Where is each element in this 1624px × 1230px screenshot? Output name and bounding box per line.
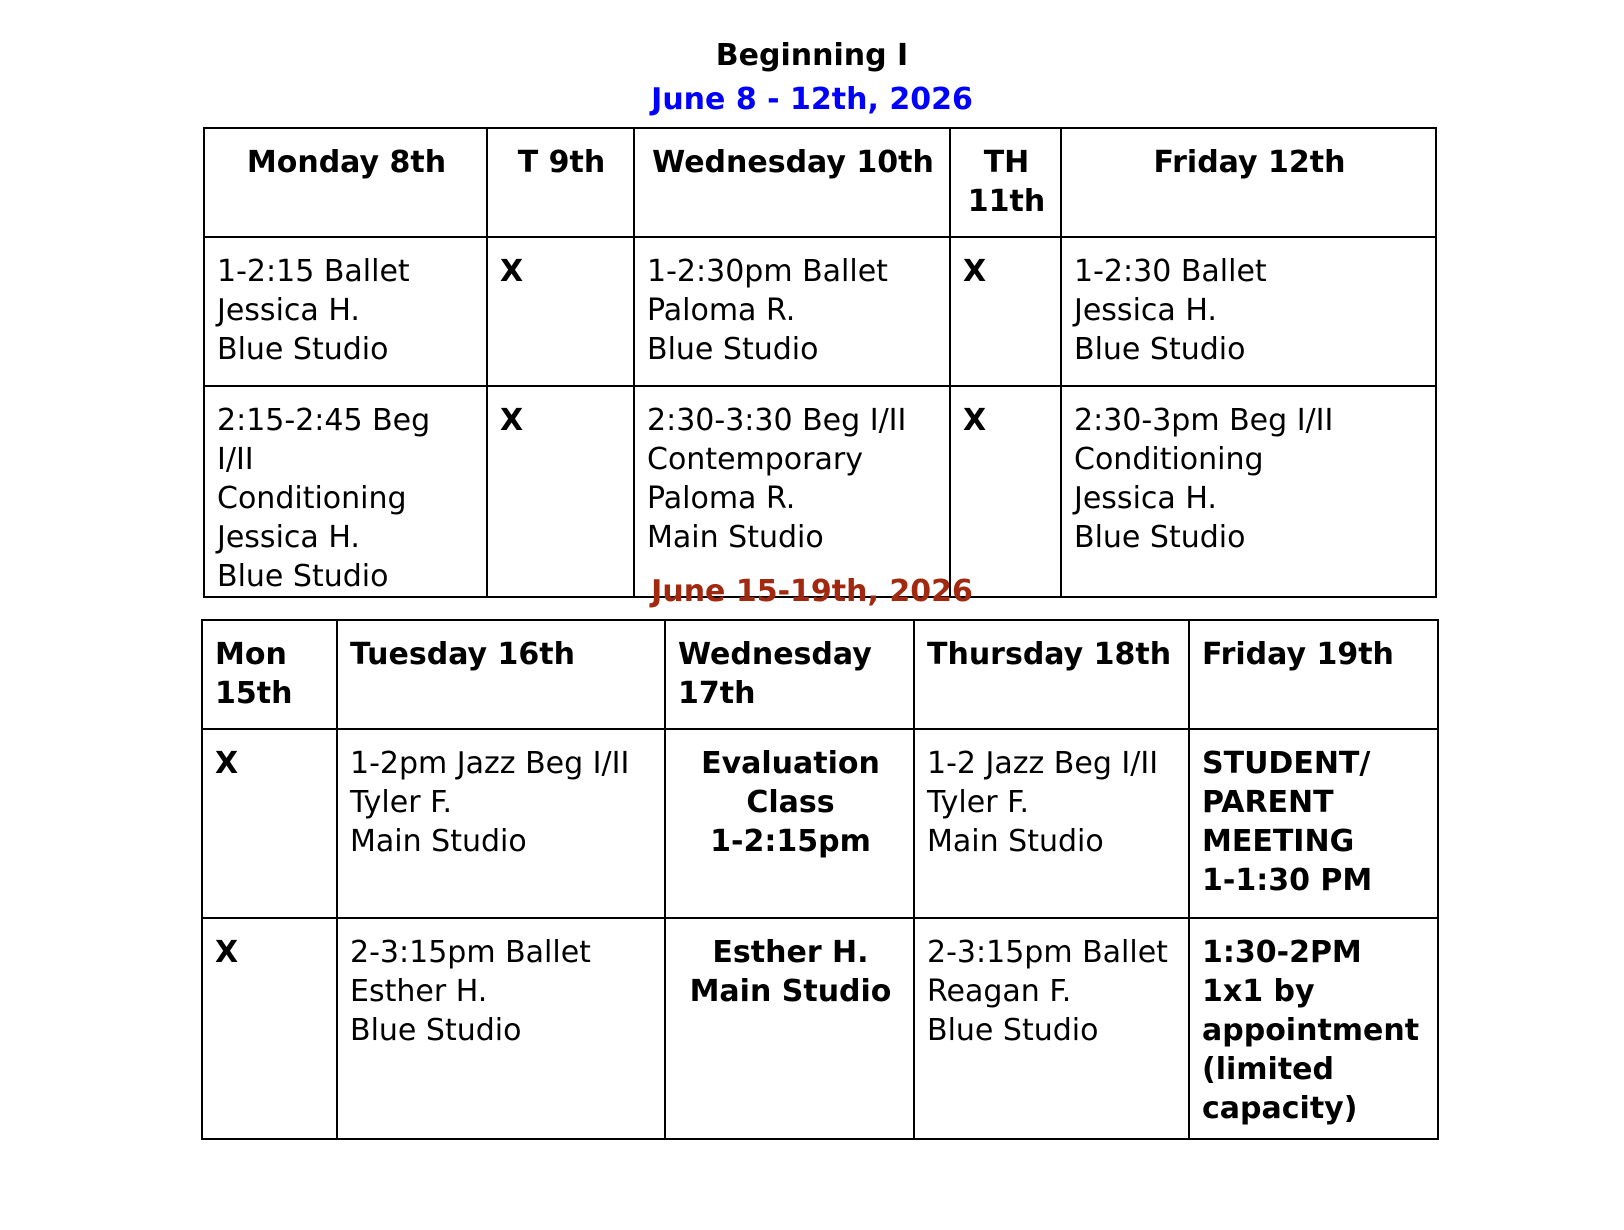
cell-line: 1-2:15 Ballet bbox=[217, 254, 410, 289]
schedule-cell bbox=[1061, 386, 1436, 597]
no-class-cell bbox=[950, 386, 1061, 597]
cell-line: Blue Studio bbox=[927, 1013, 1099, 1048]
appointment-cell bbox=[1189, 918, 1438, 1139]
column-header: Monday 8th bbox=[204, 128, 487, 237]
column-header: T 9th bbox=[487, 128, 634, 237]
schedule-title: Beginning I bbox=[715, 38, 909, 73]
cell-line: Blue Studio bbox=[217, 332, 389, 367]
cell-line: Blue Studio bbox=[647, 332, 819, 367]
cell-line: Main Studio bbox=[350, 824, 527, 859]
cell-line: Main Studio bbox=[927, 824, 1104, 859]
cell-line: Blue Studio bbox=[350, 1013, 522, 1048]
cell-line: Jessica H. bbox=[217, 293, 360, 328]
table-header-row bbox=[202, 620, 1438, 729]
no-class-cell bbox=[202, 918, 337, 1139]
cell-line: 1-2:30pm Ballet bbox=[647, 254, 888, 289]
column-header: Tuesday 16th bbox=[337, 620, 665, 729]
column-header: Friday 12th bbox=[1061, 128, 1436, 237]
no-class-cell bbox=[950, 237, 1061, 386]
cell-line: 2-3:15pm Ballet bbox=[350, 935, 591, 970]
column-header: Friday 19th bbox=[1189, 620, 1438, 729]
no-class-mark: X bbox=[500, 254, 524, 289]
schedule-cell bbox=[914, 729, 1189, 918]
cell-line: Blue Studio bbox=[217, 559, 389, 594]
cell-line: 1-2:30 Ballet bbox=[1074, 254, 1267, 289]
cell-line: Esther H. bbox=[350, 974, 488, 1009]
schedule-cell bbox=[634, 386, 950, 597]
no-class-cell bbox=[487, 386, 634, 597]
no-class-cell bbox=[487, 237, 634, 386]
no-class-mark: X bbox=[963, 254, 987, 289]
table-row bbox=[204, 386, 1436, 597]
week2-date-heading: June 15-19th, 2026 bbox=[651, 574, 973, 609]
week1-date-heading: June 8 - 12th, 2026 bbox=[651, 82, 973, 117]
meeting-cell bbox=[1189, 729, 1438, 918]
cell-line: 2-3:15pm Ballet bbox=[927, 935, 1168, 970]
cell-line: Esther H. bbox=[712, 935, 869, 970]
cell-line: Blue Studio bbox=[1074, 332, 1246, 367]
cell-line: Blue Studio bbox=[1074, 520, 1246, 555]
table-row bbox=[202, 729, 1438, 918]
table-header-row bbox=[204, 128, 1436, 237]
cell-line: 1-2pm Jazz Beg I/II bbox=[350, 746, 630, 781]
no-class-cell bbox=[202, 729, 337, 918]
no-class-mark: X bbox=[215, 935, 239, 970]
cell-line: 1-2 Jazz Beg I/II bbox=[927, 746, 1159, 781]
cell-line: Jessica H. bbox=[217, 520, 360, 555]
cell-line: 2:30-3pm Beg I/II bbox=[1074, 403, 1334, 438]
cell-line: Reagan F. bbox=[927, 974, 1072, 1009]
schedule-cell bbox=[634, 237, 950, 386]
column-header: TH 11th bbox=[950, 128, 1061, 237]
cell-line: 1:30-2PM 1x1 by appointment (limited capacity) bbox=[1202, 935, 1420, 1126]
no-class-mark: X bbox=[215, 746, 239, 781]
schedule-cell bbox=[1061, 237, 1436, 386]
no-class-mark: X bbox=[500, 403, 524, 438]
cell-line: Contemporary bbox=[647, 442, 863, 477]
table-row bbox=[202, 918, 1438, 1139]
no-class-mark: X bbox=[963, 403, 987, 438]
schedule-cell bbox=[337, 729, 665, 918]
cell-line: 2:30-3:30 Beg I/II bbox=[647, 403, 907, 438]
column-header: Wednesday 17th bbox=[665, 620, 914, 729]
cell-line: Tyler F. bbox=[350, 785, 453, 820]
cell-line: Jessica H. bbox=[1074, 481, 1217, 516]
cell-line: Tyler F. bbox=[927, 785, 1030, 820]
week2-schedule-table bbox=[201, 619, 1439, 1140]
table-row bbox=[204, 237, 1436, 386]
schedule-cell bbox=[204, 237, 487, 386]
cell-line: Main Studio bbox=[647, 520, 824, 555]
schedule-cell bbox=[204, 386, 487, 597]
schedule-cell bbox=[337, 918, 665, 1139]
cell-line: 1-2:15pm bbox=[710, 824, 871, 859]
cell-line: Conditioning bbox=[1074, 442, 1264, 477]
cell-line: Paloma R. bbox=[647, 481, 796, 516]
cell-line: Main Studio bbox=[689, 974, 892, 1009]
schedule-cell bbox=[914, 918, 1189, 1139]
cell-line: Paloma R. bbox=[647, 293, 796, 328]
cell-line: 2:15-2:45 Beg I/II bbox=[217, 403, 431, 477]
column-header: Wednesday 10th bbox=[634, 128, 950, 237]
column-header: Mon 15th bbox=[202, 620, 337, 729]
week1-schedule-table bbox=[203, 127, 1437, 598]
evaluation-cell bbox=[665, 918, 914, 1139]
cell-line: Jessica H. bbox=[1074, 293, 1217, 328]
cell-line: STUDENT/ PARENT MEETING bbox=[1202, 746, 1371, 859]
cell-line: 1-1:30 PM bbox=[1202, 863, 1373, 898]
evaluation-cell bbox=[665, 729, 914, 918]
cell-line: Evaluation Class bbox=[701, 746, 880, 820]
cell-line: Conditioning bbox=[217, 481, 407, 516]
column-header: Thursday 18th bbox=[914, 620, 1189, 729]
